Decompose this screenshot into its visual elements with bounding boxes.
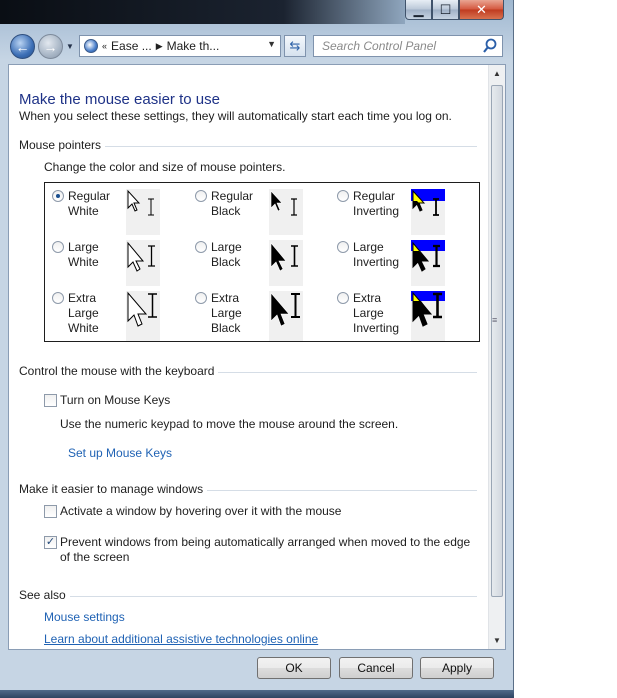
option-label: Regular Black [211, 189, 254, 218]
pointer-preview-icon [269, 240, 303, 286]
settings-content [8, 64, 506, 650]
pointer-scheme-group [44, 182, 480, 342]
back-arrow-icon: ← [15, 38, 30, 55]
option-label: Large Black [211, 240, 242, 269]
address-bar[interactable] [79, 35, 281, 57]
option-label: Large Inverting [353, 240, 400, 269]
taskbar-strip [0, 690, 514, 698]
manage-windows-header: Make it easier to manage windows [19, 482, 477, 496]
address-dropdown-icon[interactable]: ▼ [267, 39, 276, 49]
search-input[interactable] [320, 38, 480, 54]
apply-button[interactable]: Apply [420, 657, 494, 679]
search-icon[interactable] [483, 38, 497, 54]
assistive-technologies-link[interactable]: Learn about additional assistive technologies online [44, 632, 319, 646]
recent-pages-dropdown[interactable]: ▼ [66, 42, 74, 51]
maximize-icon: ☐ [439, 1, 452, 17]
see-also-header: See also [19, 588, 477, 602]
forward-arrow-icon: → [43, 38, 58, 55]
ok-button[interactable]: OK [257, 657, 331, 679]
background-strip [0, 0, 405, 24]
pointer-preview-icon [126, 291, 160, 341]
option-label: Extra Large Black [211, 291, 242, 335]
mouse-pointers-description: Change the color and size of mouse pointers. [44, 160, 286, 174]
minimize-icon: ▁ [413, 1, 424, 17]
pointer-preview-icon [269, 189, 303, 235]
pointer-preview-icon [411, 291, 445, 341]
radio-button[interactable] [195, 241, 207, 253]
refresh-icon: ⇆ [289, 38, 301, 53]
prevent-arrange-checkbox[interactable]: ✓ [45, 536, 56, 548]
cancel-button[interactable]: Cancel [339, 657, 413, 679]
search-box[interactable] [313, 35, 503, 57]
radio-button[interactable] [195, 292, 207, 304]
minimize-button[interactable] [405, 0, 432, 20]
radio-button[interactable] [52, 292, 64, 304]
page-subtitle: When you select these settings, they will automatically start each time you log on. [19, 109, 452, 123]
hover-activate-checkbox[interactable] [44, 505, 57, 518]
scroll-down-icon[interactable]: ▼ [493, 636, 501, 645]
radio-button[interactable] [195, 190, 207, 202]
mouse-keys-description: Use the numeric keypad to move the mouse around the screen. [60, 417, 399, 431]
radio-button[interactable] [337, 292, 349, 304]
page-title: Make the mouse easier to use [19, 91, 220, 108]
breadcrumb-separator-icon[interactable]: ▶ [155, 40, 163, 51]
grip-icon: ≡ [492, 315, 498, 325]
mouse-settings-link[interactable]: Mouse settings [44, 610, 125, 624]
option-label: Extra Large White [68, 291, 99, 335]
overflow-chevron-icon[interactable]: « [102, 41, 108, 51]
mouse-pointers-header: Mouse pointers [19, 138, 477, 152]
radio-button[interactable] [337, 241, 349, 253]
breadcrumb-make[interactable]: Make th... [166, 39, 220, 53]
pointer-preview-icon [126, 240, 160, 286]
close-icon: ✕ [476, 1, 487, 17]
breadcrumb-ease[interactable]: Ease ... [111, 39, 152, 53]
option-label: Regular Inverting [353, 189, 400, 218]
option-label: Regular White [68, 189, 111, 218]
close-button[interactable] [459, 0, 504, 20]
pointer-preview-icon [411, 189, 445, 235]
back-button[interactable] [10, 34, 35, 59]
mouse-keys-label[interactable]: Turn on Mouse Keys [60, 393, 171, 407]
hover-activate-label[interactable]: Activate a window by hovering over it with the mouse [60, 504, 342, 518]
forward-button[interactable] [38, 34, 63, 59]
mouse-keys-checkbox[interactable] [44, 394, 57, 407]
prevent-arrange-label[interactable]: Prevent windows from being automatically arranged when moved to the edge of the screen [60, 535, 471, 564]
option-label: Large White [68, 240, 99, 269]
scroll-up-icon[interactable]: ▲ [493, 69, 501, 78]
radio-button[interactable] [337, 190, 349, 202]
pointer-preview-icon [411, 240, 445, 286]
maximize-button[interactable] [432, 0, 459, 20]
option-label: Extra Large Inverting [353, 291, 400, 335]
radio-button[interactable] [52, 190, 64, 202]
radio-button[interactable] [52, 241, 64, 253]
scrollbar-thumb[interactable] [491, 85, 503, 597]
vertical-scrollbar[interactable] [488, 65, 505, 649]
control-panel-icon [84, 39, 98, 53]
pointer-preview-icon [269, 291, 303, 341]
refresh-button[interactable] [284, 35, 306, 57]
keyboard-control-header: Control the mouse with the keyboard [19, 364, 477, 378]
pointer-preview-icon [126, 189, 160, 235]
setup-mouse-keys-link[interactable]: Set up Mouse Keys [68, 446, 173, 460]
